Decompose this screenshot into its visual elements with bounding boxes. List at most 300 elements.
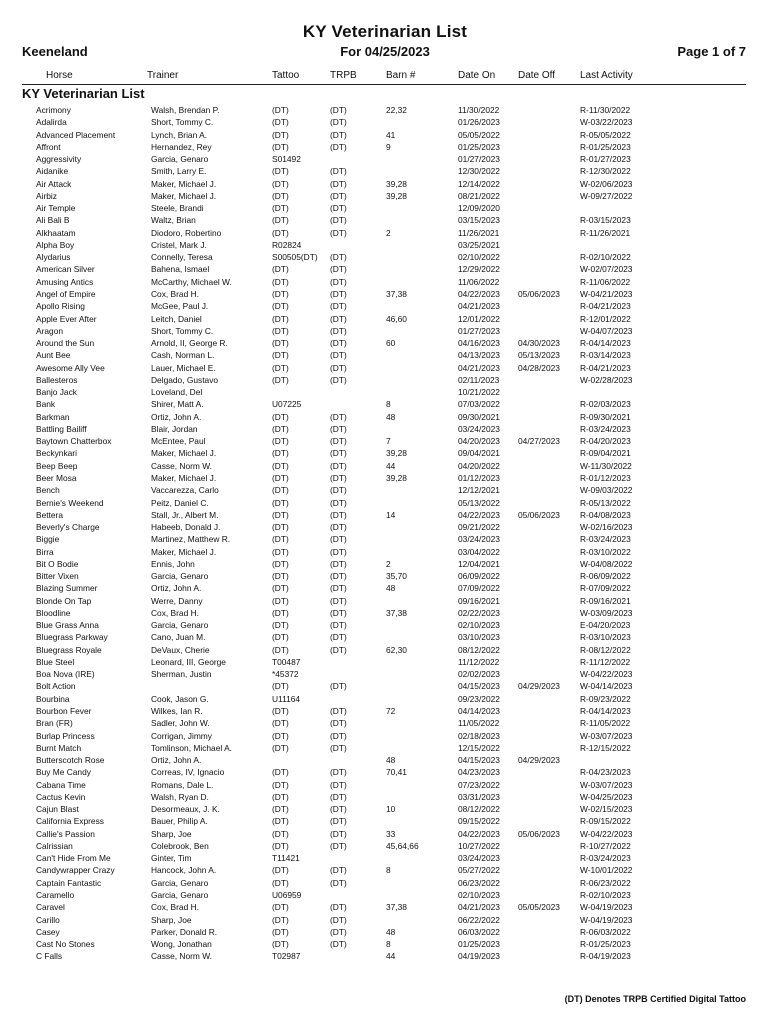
last-activity-cell: W-11/30/2022 (580, 460, 632, 471)
date-on-cell: 12/15/2022 (458, 742, 500, 753)
last-activity-cell: R-03/24/2023 (580, 534, 631, 545)
horse-cell: Bolt Action (36, 681, 76, 692)
date-on-cell: 02/02/2023 (458, 669, 500, 680)
table-row (0, 766, 770, 778)
tattoo-cell: (DT) (272, 681, 289, 692)
trpb-cell: (DT) (330, 497, 347, 508)
last-activity-cell: W-03/07/2023 (580, 779, 633, 790)
last-activity-cell: R-12/15/2022 (580, 742, 631, 753)
barn-cell: 60 (386, 338, 396, 349)
tattoo-cell: (DT) (272, 583, 289, 594)
trpb-cell: (DT) (330, 706, 347, 717)
table-row (0, 386, 770, 398)
horse-cell: Burnt Match (36, 742, 82, 753)
table-row (0, 472, 770, 484)
table-row (0, 680, 770, 692)
page-number: Page 1 of 7 (677, 44, 746, 59)
date-on-cell: 09/23/2022 (458, 693, 500, 704)
trpb-cell: (DT) (330, 595, 347, 606)
tattoo-cell: (DT) (272, 264, 289, 275)
trainer-cell: Garcia, Genaro (151, 877, 209, 888)
date-on-cell: 04/23/2023 (458, 767, 500, 778)
tattoo-cell: T02987 (272, 951, 301, 962)
table-row (0, 595, 770, 607)
table-row (0, 398, 770, 410)
table-row (0, 631, 770, 643)
trpb-cell: (DT) (330, 534, 347, 545)
table-row (0, 178, 770, 190)
date-off-cell: 04/27/2023 (518, 436, 560, 447)
trpb-cell: (DT) (330, 681, 347, 692)
trpb-cell: (DT) (330, 141, 347, 152)
horse-cell: Beer Mosa (36, 472, 77, 483)
last-activity-cell: W-04/08/2022 (580, 558, 633, 569)
table-row (0, 300, 770, 312)
horse-cell: Callie's Passion (36, 828, 95, 839)
table-row (0, 190, 770, 202)
date-on-cell: 11/06/2022 (458, 276, 500, 287)
trainer-cell: Casse, Norm W. (151, 951, 212, 962)
horse-cell: Blazing Summer (36, 583, 98, 594)
last-activity-cell: R-04/08/2023 (580, 509, 631, 520)
horse-cell: Aunt Bee (36, 350, 71, 361)
table-row (0, 570, 770, 582)
trpb-cell: (DT) (330, 558, 347, 569)
tattoo-cell: R02824 (272, 239, 302, 250)
barn-cell: 22,32 (386, 105, 407, 115)
table-row (0, 349, 770, 361)
date-on-cell: 07/03/2022 (458, 399, 500, 410)
table-row (0, 582, 770, 594)
horse-cell: Advanced Placement (36, 129, 116, 140)
trainer-cell: Wilkes, Ian R. (151, 706, 203, 717)
horse-cell: Bluegrass Parkway (36, 632, 108, 643)
table-row (0, 411, 770, 423)
table-row (0, 460, 770, 472)
trainer-cell: Smith, Larry E. (151, 166, 207, 177)
last-activity-cell: W-02/15/2023 (580, 804, 633, 815)
last-activity-cell: R-02/10/2022 (580, 252, 631, 263)
barn-cell: 8 (386, 865, 391, 876)
horse-cell: Captain Fantastic (36, 877, 102, 888)
barn-cell: 2 (386, 558, 391, 569)
last-activity-cell: R-09/23/2022 (580, 693, 631, 704)
trpb-cell: (DT) (330, 350, 347, 361)
horse-cell: Blue Grass Anna (36, 620, 99, 631)
tattoo-cell: (DT) (272, 595, 289, 606)
horse-cell: Affront (36, 141, 61, 152)
trainer-cell: Cook, Jason G. (151, 693, 209, 704)
trainer-cell: Sharp, Joe (151, 914, 192, 925)
trpb-cell: (DT) (330, 105, 347, 115)
last-activity-cell: R-01/25/2023 (580, 939, 631, 950)
date-on-cell: 04/15/2023 (458, 755, 500, 766)
trainer-cell: Wong, Jonathan (151, 939, 212, 950)
date-off-cell: 04/29/2023 (518, 755, 560, 766)
horse-cell: Apple Ever After (36, 313, 97, 324)
date-on-cell: 02/10/2022 (458, 252, 500, 263)
last-activity-cell: R-08/12/2022 (580, 644, 631, 655)
table-row (0, 656, 770, 668)
horse-cell: Blue Steel (36, 656, 75, 667)
trainer-cell: Garcia, Genaro (151, 571, 209, 582)
table-row (0, 742, 770, 754)
last-activity-cell: R-04/20/2023 (580, 436, 631, 447)
barn-cell: 72 (386, 706, 396, 717)
barn-cell: 45,64,66 (386, 840, 419, 851)
horse-cell: Air Attack (36, 178, 72, 189)
trpb-cell: (DT) (330, 632, 347, 643)
table-row (0, 165, 770, 177)
trainer-cell: Garcia, Genaro (151, 154, 209, 165)
date-on-cell: 01/26/2023 (458, 117, 500, 128)
trainer-cell: Cox, Brad H. (151, 902, 199, 913)
last-activity-cell: R-04/23/2023 (580, 767, 631, 778)
table-row (0, 889, 770, 901)
table-row (0, 791, 770, 803)
horse-cell: Cast No Stones (36, 939, 95, 950)
tattoo-cell: (DT) (272, 840, 289, 851)
trpb-cell: (DT) (330, 252, 347, 263)
table-row (0, 864, 770, 876)
horse-cell: Bran (FR) (36, 718, 73, 729)
table-row (0, 779, 770, 791)
trpb-cell: (DT) (330, 742, 347, 753)
tattoo-cell: (DT) (272, 472, 289, 483)
horse-cell: Alydarius (36, 252, 71, 263)
table-row (0, 104, 770, 116)
tattoo-cell: (DT) (272, 227, 289, 238)
horse-cell: Beep Beep (36, 460, 78, 471)
trpb-cell: (DT) (330, 325, 347, 336)
tattoo-cell: (DT) (272, 816, 289, 827)
trainer-cell: Ginter, Tim (151, 853, 192, 864)
horse-cell: Biggie (36, 534, 60, 545)
trainer-cell: Loveland, Del (151, 387, 203, 398)
date-on-cell: 04/13/2023 (458, 350, 500, 361)
column-header-last-activity: Last Activity (580, 70, 633, 81)
trpb-cell: (DT) (330, 730, 347, 741)
date-on-cell: 11/05/2022 (458, 718, 500, 729)
last-activity-cell: R-05/13/2022 (580, 497, 631, 508)
trpb-cell: (DT) (330, 203, 347, 214)
column-header-tattoo: Tattoo (272, 70, 300, 81)
tattoo-cell: (DT) (272, 877, 289, 888)
horse-cell: California Express (36, 816, 104, 827)
tattoo-cell: U11164 (272, 693, 301, 704)
horse-cell: Air Temple (36, 203, 76, 214)
trpb-cell: (DT) (330, 926, 347, 937)
barn-cell: 37,38 (386, 607, 407, 618)
trpb-cell: (DT) (330, 338, 347, 349)
trpb-cell: (DT) (330, 914, 347, 925)
last-activity-cell: R-07/09/2022 (580, 583, 631, 594)
date-on-cell: 12/30/2022 (458, 166, 500, 177)
date-on-cell: 02/11/2023 (458, 374, 500, 385)
trainer-cell: Werre, Danny (151, 595, 203, 606)
tattoo-cell: (DT) (272, 460, 289, 471)
trainer-cell: Peitz, Daniel C. (151, 497, 209, 508)
horse-cell: Beverly's Charge (36, 522, 100, 533)
footer-note: (DT) Denotes TRPB Certified Digital Tattoo (564, 994, 746, 1004)
trainer-cell: Steele, Brandi (151, 203, 204, 214)
date-off-cell: 05/05/2023 (518, 902, 560, 913)
barn-cell: 48 (386, 583, 396, 594)
date-on-cell: 04/16/2023 (458, 338, 500, 349)
horse-cell: Bourbon Fever (36, 706, 92, 717)
last-activity-cell: W-04/14/2023 (580, 681, 633, 692)
trpb-cell: (DT) (330, 301, 347, 312)
date-on-cell: 03/25/2021 (458, 239, 500, 250)
last-activity-cell: R-04/21/2023 (580, 301, 631, 312)
trainer-cell: Cox, Brad H. (151, 288, 199, 299)
date-on-cell: 04/14/2023 (458, 706, 500, 717)
tattoo-cell: *45372 (272, 669, 299, 680)
horse-cell: Barkman (36, 411, 70, 422)
date-on-cell: 04/22/2023 (458, 288, 500, 299)
trainer-cell: Maker, Michael J. (151, 448, 217, 459)
last-activity-cell: W-10/01/2022 (580, 865, 633, 876)
horse-cell: Cactus Kevin (36, 791, 86, 802)
table-row (0, 521, 770, 533)
trpb-cell: (DT) (330, 620, 347, 631)
horse-cell: Bourbina (36, 693, 70, 704)
barn-cell: 2 (386, 227, 391, 238)
header-divider (22, 84, 746, 85)
horse-cell: Caramello (36, 890, 75, 900)
trainer-cell: Short, Tommy C. (151, 117, 214, 128)
date-on-cell: 03/04/2022 (458, 546, 500, 557)
trainer-cell: Corrigan, Jimmy (151, 730, 212, 741)
table-row (0, 337, 770, 349)
date-on-cell: 09/04/2021 (458, 448, 500, 459)
last-activity-cell: R-02/10/2023 (580, 890, 631, 900)
trpb-cell: (DT) (330, 939, 347, 950)
trpb-cell: (DT) (330, 840, 347, 851)
trainer-cell: Arnold, II, George R. (151, 338, 228, 349)
tattoo-cell: (DT) (272, 276, 289, 287)
trainer-cell: Leitch, Daniel (151, 313, 202, 324)
horse-cell: Caravel (36, 902, 65, 913)
trainer-cell: Shirer, Matt A. (151, 399, 204, 410)
table-row (0, 325, 770, 337)
tattoo-cell: (DT) (272, 791, 289, 802)
barn-cell: 37,38 (386, 288, 407, 299)
date-on-cell: 04/21/2023 (458, 301, 500, 312)
tattoo-cell: (DT) (272, 190, 289, 201)
date-on-cell: 05/13/2022 (458, 497, 500, 508)
date-on-cell: 12/09/2020 (458, 203, 500, 214)
horse-cell: Aidanike (36, 166, 69, 177)
trpb-cell: (DT) (330, 485, 347, 496)
table-row (0, 447, 770, 459)
trainer-cell: Lynch, Brian A. (151, 129, 208, 140)
table-row (0, 227, 770, 239)
tattoo-cell: (DT) (272, 767, 289, 778)
venue-name: Keeneland (22, 44, 88, 59)
tattoo-cell: S00505(DT) (272, 252, 318, 263)
horse-cell: Amusing Antics (36, 276, 94, 287)
trainer-cell: Desormeaux, J. K. (151, 804, 220, 815)
date-on-cell: 10/27/2022 (458, 840, 500, 851)
date-on-cell: 03/24/2023 (458, 423, 500, 434)
tattoo-cell: (DT) (272, 742, 289, 753)
table-row (0, 484, 770, 496)
last-activity-cell: R-02/03/2023 (580, 399, 631, 410)
tattoo-cell: (DT) (272, 620, 289, 631)
tattoo-cell: (DT) (272, 828, 289, 839)
horse-cell: Cabana Time (36, 779, 86, 790)
date-on-cell: 06/09/2022 (458, 571, 500, 582)
tattoo-cell: (DT) (272, 706, 289, 717)
tattoo-cell: S01492 (272, 154, 301, 165)
last-activity-cell: R-03/10/2023 (580, 632, 631, 643)
last-activity-cell: R-04/14/2023 (580, 706, 631, 717)
table-row (0, 705, 770, 717)
horse-cell: Airbiz (36, 190, 57, 201)
tattoo-cell: (DT) (272, 558, 289, 569)
trpb-cell: (DT) (330, 767, 347, 778)
last-activity-cell: R-04/21/2023 (580, 362, 631, 373)
horse-cell: Bettera (36, 509, 64, 520)
trpb-cell: (DT) (330, 178, 347, 189)
barn-cell: 44 (386, 951, 396, 962)
table-row (0, 263, 770, 275)
trainer-cell: Walsh, Brendan P. (151, 105, 220, 115)
table-row (0, 276, 770, 288)
horse-cell: Bank (36, 399, 56, 410)
horse-cell: Cajun Blast (36, 804, 79, 815)
trpb-cell: (DT) (330, 276, 347, 287)
horse-cell: Aragon (36, 325, 64, 336)
horse-cell: Bluegrass Royale (36, 644, 102, 655)
last-activity-cell: W-04/22/2023 (580, 669, 633, 680)
trainer-cell: Ortiz, John A. (151, 411, 202, 422)
barn-cell: 70,41 (386, 767, 407, 778)
last-activity-cell: W-03/22/2023 (580, 117, 633, 128)
trpb-cell: (DT) (330, 460, 347, 471)
tattoo-cell: (DT) (272, 522, 289, 533)
barn-cell: 14 (386, 509, 396, 520)
table-row (0, 950, 770, 962)
table-row (0, 717, 770, 729)
date-on-cell: 04/21/2023 (458, 902, 500, 913)
last-activity-cell: R-05/05/2022 (580, 129, 631, 140)
date-on-cell: 11/12/2022 (458, 656, 500, 667)
horse-cell: Around the Sun (36, 338, 95, 349)
report-date: For 04/25/2023 (340, 44, 430, 59)
horse-cell: Adalirda (36, 117, 67, 128)
trpb-cell: (DT) (330, 264, 347, 275)
date-on-cell: 04/20/2023 (458, 436, 500, 447)
table-row (0, 214, 770, 226)
barn-cell: 48 (386, 411, 396, 422)
horse-cell: Ali Bali B (36, 215, 70, 226)
trainer-cell: Blair, Jordan (151, 423, 198, 434)
trainer-cell: Sherman, Justin (151, 669, 212, 680)
trainer-cell: Connelly, Teresa (151, 252, 213, 263)
tattoo-cell: (DT) (272, 730, 289, 741)
date-on-cell: 06/23/2022 (458, 877, 500, 888)
date-off-cell: 05/06/2023 (518, 509, 560, 520)
date-on-cell: 04/20/2022 (458, 460, 500, 471)
trainer-cell: Leonard, III, George (151, 656, 226, 667)
last-activity-cell: R-03/24/2023 (580, 423, 631, 434)
trpb-cell: (DT) (330, 313, 347, 324)
last-activity-cell: R-03/24/2023 (580, 853, 631, 864)
date-on-cell: 01/27/2023 (458, 325, 500, 336)
trainer-cell: Waltz, Brian (151, 215, 196, 226)
trpb-cell: (DT) (330, 423, 347, 434)
tattoo-cell: (DT) (272, 374, 289, 385)
horse-cell: Birra (36, 546, 54, 557)
last-activity-cell: R-06/23/2022 (580, 877, 631, 888)
table-row (0, 730, 770, 742)
last-activity-cell: W-03/07/2023 (580, 730, 633, 741)
last-activity-cell: W-04/07/2023 (580, 325, 633, 336)
date-on-cell: 03/10/2023 (458, 632, 500, 643)
trpb-cell: (DT) (330, 877, 347, 888)
date-on-cell: 02/22/2023 (458, 607, 500, 618)
column-header-date-on: Date On (458, 70, 496, 81)
barn-cell: 37,38 (386, 902, 407, 913)
date-on-cell: 12/04/2021 (458, 558, 500, 569)
date-on-cell: 03/31/2023 (458, 791, 500, 802)
trainer-cell: Bahena, Ismael (151, 264, 210, 275)
trainer-cell: Delgado, Gustavo (151, 374, 219, 385)
last-activity-cell: W-03/09/2023 (580, 607, 633, 618)
date-on-cell: 01/12/2023 (458, 472, 500, 483)
trpb-cell: (DT) (330, 828, 347, 839)
trpb-cell: (DT) (330, 448, 347, 459)
date-on-cell: 12/12/2021 (458, 485, 500, 496)
last-activity-cell: W-09/03/2022 (580, 485, 633, 496)
table-row (0, 129, 770, 141)
date-on-cell: 01/25/2023 (458, 939, 500, 950)
last-activity-cell: R-01/27/2023 (580, 154, 631, 165)
date-on-cell: 02/18/2023 (458, 730, 500, 741)
trpb-cell: (DT) (330, 117, 347, 128)
column-header-date-off: Date Off (518, 70, 556, 81)
trainer-cell: Sharp, Joe (151, 828, 192, 839)
trainer-cell: McCarthy, Michael W. (151, 276, 232, 287)
tattoo-cell: (DT) (272, 644, 289, 655)
table-row (0, 926, 770, 938)
date-on-cell: 02/10/2023 (458, 890, 500, 900)
trainer-cell: Cox, Brad H. (151, 607, 199, 618)
last-activity-cell: W-04/25/2023 (580, 791, 633, 802)
barn-cell: 33 (386, 828, 396, 839)
trainer-cell: Maker, Michael J. (151, 178, 217, 189)
trainer-cell: Parker, Donald R. (151, 926, 218, 937)
tattoo-cell: (DT) (272, 497, 289, 508)
table-row (0, 153, 770, 165)
trainer-cell: Cano, Juan M. (151, 632, 206, 643)
last-activity-cell: W-04/19/2023 (580, 914, 633, 925)
last-activity-cell: R-11/06/2022 (580, 276, 631, 287)
barn-cell: 48 (386, 755, 396, 766)
tattoo-cell: (DT) (272, 448, 289, 459)
date-on-cell: 04/15/2023 (458, 681, 500, 692)
date-on-cell: 11/30/2022 (458, 105, 500, 115)
tattoo-cell: (DT) (272, 546, 289, 557)
last-activity-cell: R-04/19/2023 (580, 951, 631, 962)
tattoo-cell: (DT) (272, 203, 289, 214)
table-row (0, 619, 770, 631)
barn-cell: 10 (386, 804, 396, 815)
trpb-cell: (DT) (330, 865, 347, 876)
barn-cell: 9 (386, 141, 391, 152)
